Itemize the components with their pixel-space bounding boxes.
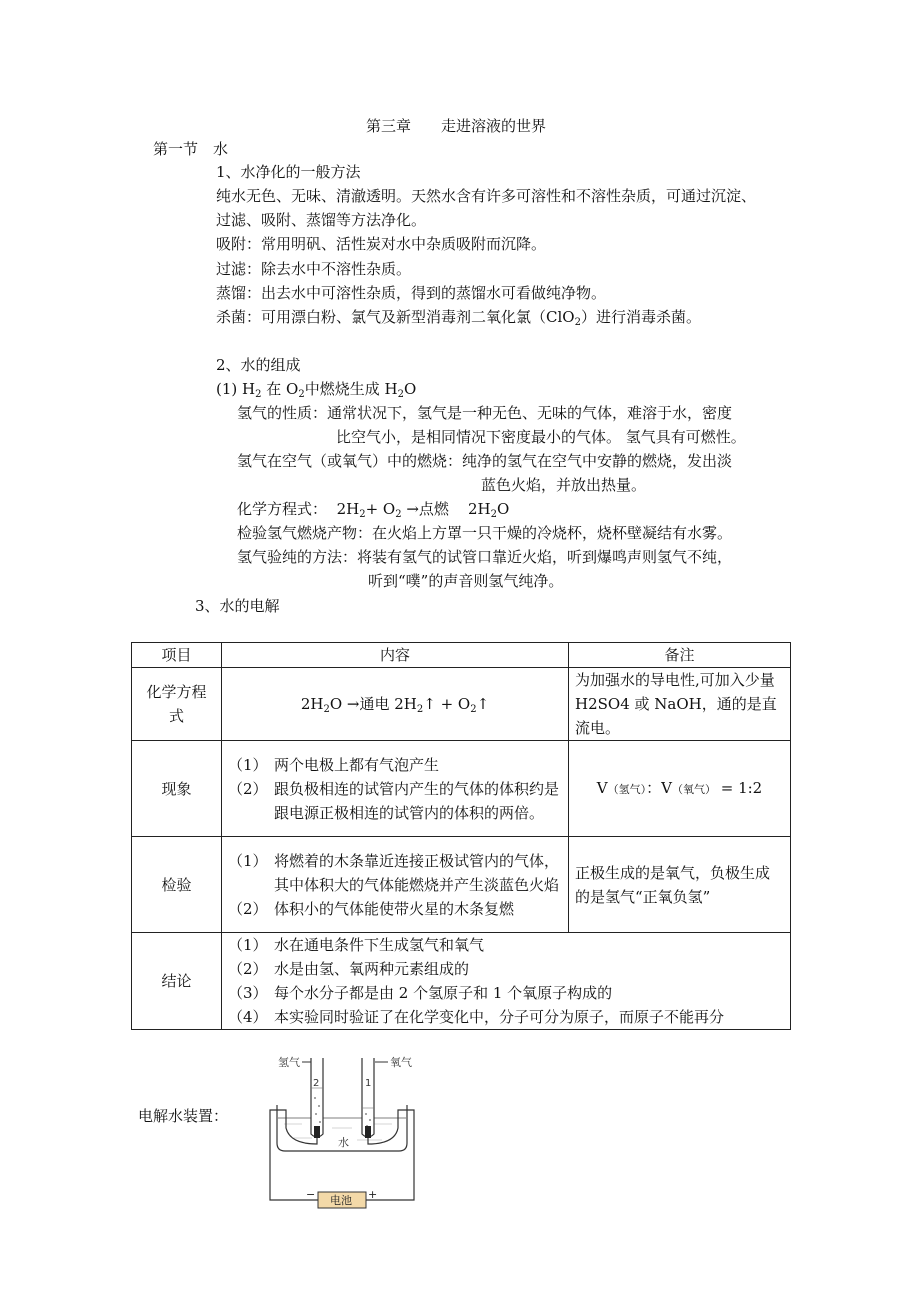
electrode-positive [365,1126,371,1138]
cell-note-test: 正极生成的是氧气，负极生成的是氢气“正氧负氢” [569,837,791,933]
electrolysis-apparatus-diagram [262,1048,422,1213]
cell-item-conclusion: 结论 [132,933,222,1030]
cell-content-phenomenon [222,741,569,837]
distillation-text: 蒸馏：出去水中可溶性杂质，得到的蒸馏水可看做纯净物。 [216,284,607,302]
cell-content-conclusion [222,933,791,1030]
cell-item-test: 检验 [132,837,222,933]
header-item: 项目 [132,643,222,668]
list-item: （2） 跟负极相连的试管内产生的气体的体积约是跟电源正极相连的试管内的体积的两倍。 [228,779,560,822]
hydrogen-purity-line1: 氢气验纯的方法：将装有氢气的试管口靠近火焰，听到爆鸣声则氢气不纯， [237,548,733,566]
list-item: （2） 体积小的气体能使带火星的木条复燃 [228,899,515,918]
oxygen-label: 氧气 [390,1056,412,1069]
hydrogen-label: 氢气 [278,1056,300,1069]
hydrogen-purity-line2: 听到“噗”的声音则氢气纯净。 [368,572,564,590]
hydrogen-properties-line2: 比空气小，是相同情况下密度最小的气体。 氢气具有可燃性。 [336,428,746,446]
composition-heading: 2、水的组成 [216,356,301,374]
electrolysis-heading: 3、水的电解 [195,597,280,615]
sterilization-text: 杀菌：可用漂白粉、氯气及新型消毒剂二氧化氯（ClO$_2$）进行消毒杀菌。 [216,308,701,328]
cell-note-equation: 为加强水的导电性,可加入少量 H2SO4 或 NaOH，通的是直流电。 [569,668,791,741]
apparatus-label: 电解水装置： [138,1107,229,1125]
electrode-negative [314,1126,320,1138]
hydrogen-burning-line2: 蓝色火焰，并放出热量。 [481,476,647,494]
adsorption-text: 吸附：常用明矾、活性炭对水中杂质吸附而沉降。 [216,235,547,253]
combustion-product-test: 检验氢气燃烧产物：在火焰上方罩一只干燥的冷烧杯，烧杯壁凝结有水雾。 [237,524,733,542]
list-item: （4） 本实验同时验证了在化学变化中，分子可分为原子，而原子不能再分 [228,1008,725,1026]
purification-intro-line2: 过滤、吸附、蒸馏等方法净化。 [216,211,427,229]
cell-item-phenomenon: 现象 [132,741,222,837]
list-item: （1） 水在通电条件下生成氢气和氧气 [228,936,485,954]
table-row-test [132,837,791,933]
cell-item-equation: 化学方程 式 [132,668,222,741]
table-header-row [132,643,791,668]
filtration-text: 过滤：除去水中不溶性杂质。 [216,260,412,278]
header-content: 内容 [222,643,569,668]
cell-content-test [222,837,569,933]
list-item: （3） 每个水分子都是由 2 个氢原子和 1 个氧原子构成的 [228,984,613,1002]
composition-subheading: (1) $H_2$ 在 $O_2$中燃烧生成 $H_2O$ [216,380,417,400]
list-item: （1） 将燃着的木条靠近连接正极试管内的气体，其中体积大的气体能燃烧并产生淡蓝色火焰 [228,851,560,894]
table-row-equation [132,668,791,741]
table-row-phenomenon [132,741,791,837]
section-heading: 第一节 水 [153,140,229,158]
cell-note-phenomenon: V（氢气）：V（氧气） = 1:2 [569,741,791,837]
hydrogen-tube [311,1058,323,1137]
battery-label: 电池 [330,1194,352,1207]
hydrogen-properties-line1: 氢气的性质：通常状况下，氢气是一种无色、无味的气体，难溶于水，密度 [237,404,733,422]
purification-heading: 1、水净化的一般方法 [216,163,361,181]
water-label: 水 [338,1136,349,1149]
chapter-title: 第三章 走进溶液的世界 [366,117,547,135]
oxygen-tube [362,1058,374,1137]
chemical-equation-line: 化学方程式： $2H_2+ O_2$ →点燃 $2H_2O$ [237,500,510,520]
list-item: （2） 水是由氢、氧两种元素组成的 [228,960,470,978]
purification-intro-line1: 纯水无色、无味、清澈透明。天然水含有许多可溶性和不溶性杂质，可通过沉淀、 [216,187,757,205]
list-item: （1） 两个电极上都有气泡产生 [228,755,440,774]
hydrogen-burning-line1: 氢气在空气（或氧气）中的燃烧：纯净的氢气在空气中安静的燃烧，发出淡 [237,452,733,470]
battery-minus: − [306,1188,316,1201]
tube-2-label: 2 [313,1078,320,1089]
header-note: 备注 [569,643,791,668]
tube-1-label: 1 [365,1078,372,1089]
cell-content-equation: $2H_2O$ →通电 $2H_2↑$ + $O_2↑$ [222,668,569,741]
battery-plus: + [368,1188,378,1201]
table-row-conclusion [132,933,791,1030]
electrolysis-table [131,642,791,1030]
